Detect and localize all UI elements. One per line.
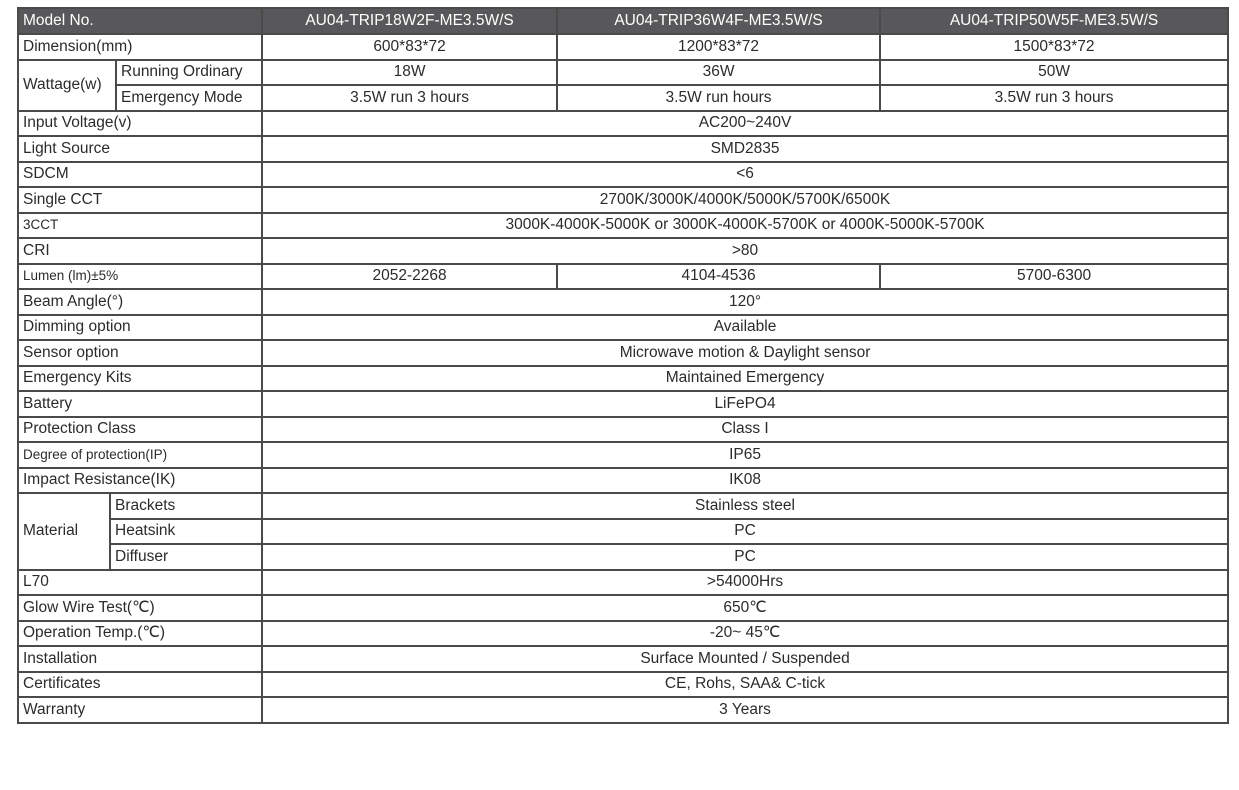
- value-lumen-1: 2052-2268: [262, 264, 557, 290]
- row-light-source: [18, 136, 1228, 162]
- label-brackets: Brackets: [110, 493, 262, 519]
- label-ik: Impact Resistance(IK): [18, 468, 262, 494]
- row-dimension: [18, 34, 1228, 60]
- value-warranty: 3 Years: [262, 697, 1228, 723]
- row-warranty: [18, 697, 1228, 723]
- value-installation: Surface Mounted / Suspended: [262, 646, 1228, 672]
- value-glow-wire: 650℃: [262, 595, 1228, 621]
- row-operation-temp: [18, 621, 1228, 647]
- label-protection-class: Protection Class: [18, 417, 262, 443]
- label-light-source: Light Source: [18, 136, 262, 162]
- label-input-voltage: Input Voltage(v): [18, 111, 262, 137]
- row-wattage-running: [18, 60, 1228, 86]
- label-heatsink: Heatsink: [110, 519, 262, 545]
- value-emergency-3: 3.5W run 3 hours: [880, 85, 1228, 111]
- value-l70: >54000Hrs: [262, 570, 1228, 596]
- row-sdcm: [18, 162, 1228, 188]
- value-dimension-1: 600*83*72: [262, 34, 557, 60]
- label-warranty: Warranty: [18, 697, 262, 723]
- header-model-1: AU04-TRIP18W2F-ME3.5W/S: [262, 8, 557, 34]
- row-3cct: [18, 213, 1228, 239]
- label-sdcm: SDCM: [18, 162, 262, 188]
- label-operation-temp: Operation Temp.(℃): [18, 621, 262, 647]
- header-model-label: Model No.: [18, 8, 262, 34]
- row-installation: [18, 646, 1228, 672]
- value-sdcm: <6: [262, 162, 1228, 188]
- value-input-voltage: AC200~240V: [262, 111, 1228, 137]
- row-glow-wire: [18, 595, 1228, 621]
- label-glow-wire: Glow Wire Test(℃): [18, 595, 262, 621]
- label-wattage: Wattage(w): [18, 60, 116, 111]
- label-emergency-mode: Emergency Mode: [116, 85, 262, 111]
- row-emergency-kits: [18, 366, 1228, 392]
- row-material-heatsink: [18, 519, 1228, 545]
- value-heatsink: PC: [262, 519, 1228, 545]
- label-ip: Degree of protection(IP): [18, 442, 262, 468]
- value-beam-angle: 120°: [262, 289, 1228, 315]
- row-dimming: [18, 315, 1228, 341]
- value-brackets: Stainless steel: [262, 493, 1228, 519]
- value-battery: LiFePO4: [262, 391, 1228, 417]
- label-material: Material: [18, 493, 110, 570]
- value-emergency-2: 3.5W run hours: [557, 85, 880, 111]
- label-installation: Installation: [18, 646, 262, 672]
- header-model-3: AU04-TRIP50W5F-ME3.5W/S: [880, 8, 1228, 34]
- value-certificates: CE, Rohs, SAA& C-tick: [262, 672, 1228, 698]
- value-dimension-3: 1500*83*72: [880, 34, 1228, 60]
- value-3cct: 3000K-4000K-5000K or 3000K-4000K-5700K or 4000K-5000K-5700K: [262, 213, 1228, 239]
- value-running-3: 50W: [880, 60, 1228, 86]
- label-diffuser: Diffuser: [110, 544, 262, 570]
- row-ip: [18, 442, 1228, 468]
- row-input-voltage: [18, 111, 1228, 137]
- label-battery: Battery: [18, 391, 262, 417]
- value-emergency-kits: Maintained Emergency: [262, 366, 1228, 392]
- value-ik: IK08: [262, 468, 1228, 494]
- row-material-brackets: [18, 493, 1228, 519]
- value-running-2: 36W: [557, 60, 880, 86]
- value-protection-class: Class I: [262, 417, 1228, 443]
- label-l70: L70: [18, 570, 262, 596]
- spec-table-container: [17, 7, 1229, 724]
- label-certificates: Certificates: [18, 672, 262, 698]
- label-dimming: Dimming option: [18, 315, 262, 341]
- label-dimension: Dimension(mm): [18, 34, 262, 60]
- label-sensor: Sensor option: [18, 340, 262, 366]
- value-sensor: Microwave motion & Daylight sensor: [262, 340, 1228, 366]
- row-wattage-emergency: [18, 85, 1228, 111]
- row-l70: [18, 570, 1228, 596]
- label-running-ordinary: Running Ordinary: [116, 60, 262, 86]
- row-protection-class: [18, 417, 1228, 443]
- value-dimension-2: 1200*83*72: [557, 34, 880, 60]
- row-single-cct: [18, 187, 1228, 213]
- label-cri: CRI: [18, 238, 262, 264]
- row-battery: [18, 391, 1228, 417]
- value-operation-temp: -20~ 45℃: [262, 621, 1228, 647]
- value-ip: IP65: [262, 442, 1228, 468]
- row-material-diffuser: [18, 544, 1228, 570]
- label-beam-angle: Beam Angle(°): [18, 289, 262, 315]
- spec-table: [17, 7, 1229, 724]
- header-row: [18, 8, 1228, 34]
- label-3cct: 3CCT: [18, 213, 262, 239]
- value-lumen-3: 5700-6300: [880, 264, 1228, 290]
- row-lumen: [18, 264, 1228, 290]
- row-certificates: [18, 672, 1228, 698]
- value-single-cct: 2700K/3000K/4000K/5000K/5700K/6500K: [262, 187, 1228, 213]
- row-beam-angle: [18, 289, 1228, 315]
- row-cri: [18, 238, 1228, 264]
- label-lumen: Lumen (lm)±5%: [18, 264, 262, 290]
- value-dimming: Available: [262, 315, 1228, 341]
- row-ik: [18, 468, 1228, 494]
- value-cri: >80: [262, 238, 1228, 264]
- value-light-source: SMD2835: [262, 136, 1228, 162]
- value-running-1: 18W: [262, 60, 557, 86]
- value-emergency-1: 3.5W run 3 hours: [262, 85, 557, 111]
- row-sensor: [18, 340, 1228, 366]
- header-model-2: AU04-TRIP36W4F-ME3.5W/S: [557, 8, 880, 34]
- value-diffuser: PC: [262, 544, 1228, 570]
- value-lumen-2: 4104-4536: [557, 264, 880, 290]
- label-emergency-kits: Emergency Kits: [18, 366, 262, 392]
- label-single-cct: Single CCT: [18, 187, 262, 213]
